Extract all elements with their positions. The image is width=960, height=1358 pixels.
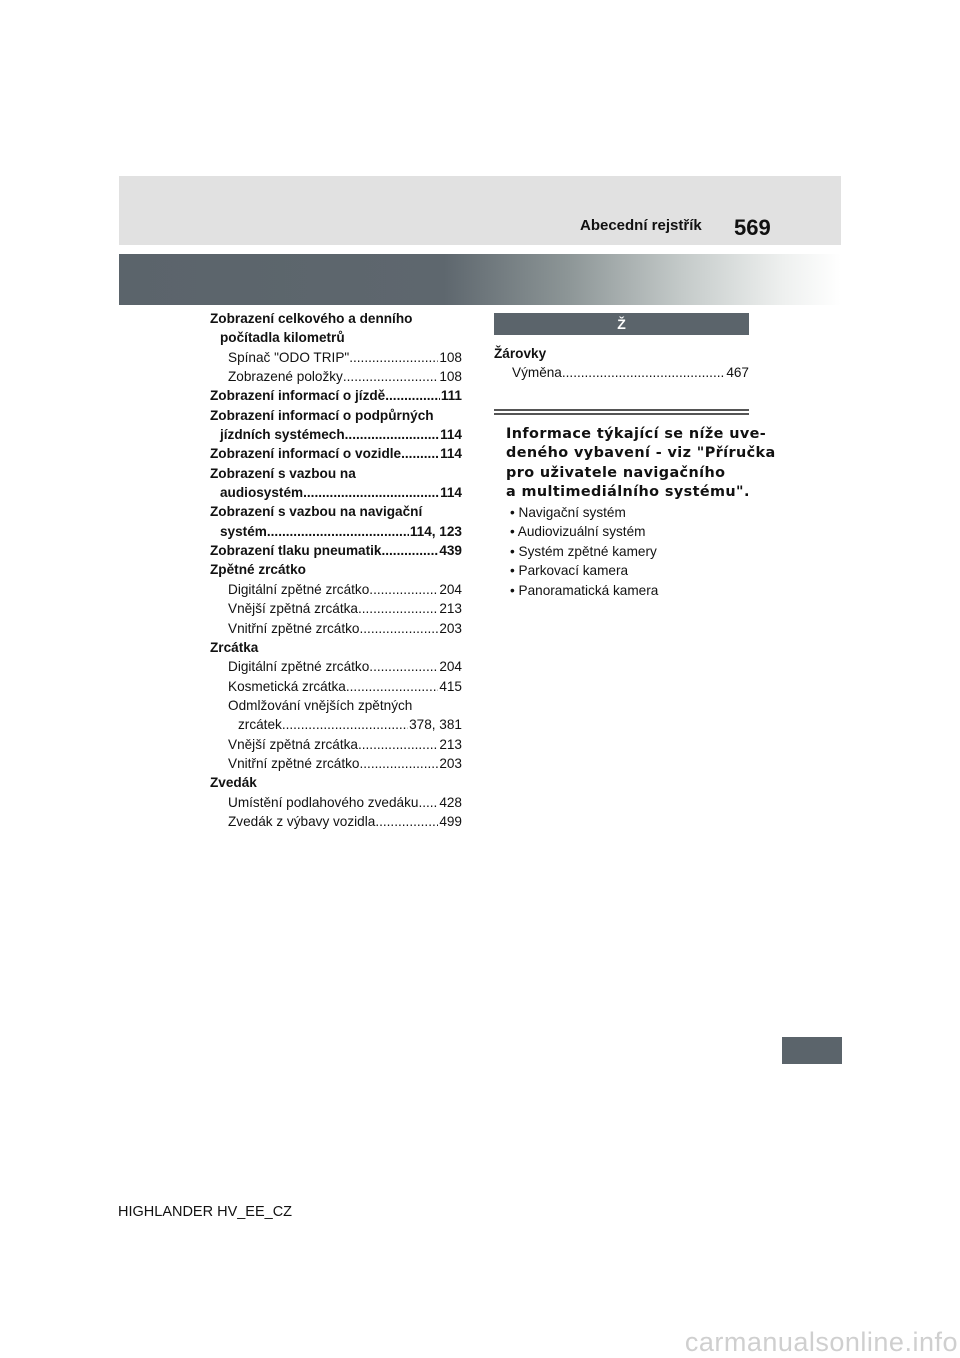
leader-dots [401,444,439,463]
leader-dots [343,367,438,386]
entry-page: 108 [439,349,462,365]
entry-text: Odmlžování vnějších zpětných [228,697,413,713]
index-column-right [494,313,776,600]
index-entry [210,406,462,425]
entry-text: Digitální zpětné zrcátko [228,581,370,597]
index-entry [210,599,462,618]
index-entry [210,309,462,328]
entry-page: 203 [439,755,462,771]
leader-dots [359,619,438,638]
leader-dots [303,483,439,502]
page-number: 569 [734,215,771,240]
entry-page: 114 [440,427,462,443]
note-title-line: deného vybavení - viz "Příručka [506,445,776,462]
index-column-left [210,309,462,831]
entry-text: Spínač "ODO TRIP" [228,349,350,365]
entry-page: 203 [439,620,462,636]
leader-dots [346,677,438,696]
index-entry [494,344,749,363]
leader-dots [369,657,438,676]
entry-text: Zobrazení tlaku pneumatik [210,543,382,559]
index-entry [210,657,462,676]
index-entry [210,696,462,715]
entry-text: Žárovky [494,346,547,361]
entry-text: zrcátek [238,717,282,733]
entry-text: Zobrazení celkového a denního [210,311,413,326]
entry-text: Zobrazení s vazbou na [210,465,356,481]
entry-text: Vnější zpětná zrcátka [228,736,358,752]
note-item: • Parkovací kamera [510,563,629,579]
entry-page: 213 [439,601,462,617]
entry-page: 213 [439,736,462,752]
entry-page: 439 [439,543,462,559]
entry-text: Zvedák z výbavy vozidla [228,813,376,829]
entry-page: 204 [439,659,462,675]
note-item: • Panoramatická kamera [510,582,659,598]
divider [494,409,749,415]
note-title-line: pro uživatele navigačního [506,464,726,481]
leader-dots [381,541,438,560]
watermark: carmanualsonline.info [684,1327,958,1357]
entry-text: Zobrazení s vazbou na navigační [210,504,423,520]
entry-text: Zobrazení informací o podpůrných [210,407,434,423]
index-entry [210,773,462,792]
entry-text: Zobrazené položky [228,369,343,385]
entry-text: Zobrazení informací o jízdě [210,388,386,404]
entry-text: Výměna [512,365,562,381]
leader-dots [375,812,438,831]
index-entry [210,367,462,386]
entry-text: Kosmetická zrcátka [228,678,346,694]
leader-dots [358,735,438,754]
entry-text: Vnitřní zpětné zrcátko [228,620,360,636]
index-entry [210,348,462,367]
note-title-line: a multimediálního systému". [506,484,750,501]
entry-page: 428 [439,794,462,810]
entry-page: 108 [439,369,462,385]
leader-dots [369,580,438,599]
index-entry [210,541,462,560]
entry-text: Zobrazení informací o vozidle [210,446,402,462]
index-entry [210,483,462,502]
note-box [494,425,776,601]
entry-text: Zpětné zrcátko [210,562,306,578]
leader-dots [562,363,725,382]
index-entry [210,638,462,657]
entry-text: Umístění podlahového zvedáku [228,794,419,810]
note-item: • Navigační systém [510,504,626,520]
index-entry [210,619,462,638]
entry-text: Zrcátka [210,639,259,655]
leader-dots [418,793,438,812]
index-entry [210,580,462,599]
entry-text: počítadla kilometrů [220,330,345,346]
entry-text: jízdních systémech [220,427,345,443]
index-entry [210,386,462,405]
gradient-bar [119,254,841,305]
entry-text: Vnitřní zpětné zrcátko [228,755,360,771]
entry-text: Digitální zpětné zrcátko [228,659,370,675]
leader-dots [349,348,438,367]
index-entry [210,328,462,347]
entry-page: 415 [439,678,462,694]
index-entry [210,444,462,463]
index-entry [210,522,462,541]
entry-page: 111 [440,388,462,404]
leader-dots [358,599,438,618]
index-entry [210,793,462,812]
index-entry [210,464,462,483]
entry-text: Vnější zpětná zrcátka [228,601,358,617]
index-entry [210,502,462,521]
side-tab [782,1037,842,1064]
note-title [506,425,776,503]
entry-page: 467 [726,365,749,381]
index-entry [210,715,462,734]
leader-dots [385,386,440,405]
entry-text: audiosystém [220,485,304,501]
note-item: • Systém zpětné kamery [510,543,657,559]
leader-dots [282,715,408,734]
header-band [119,176,841,245]
entry-page: 204 [439,581,462,597]
leader-dots [345,425,439,444]
letter-header: Ž [494,313,749,335]
index-entry [210,812,462,831]
entry-page: 499 [439,813,462,829]
entry-text: Zvedák [210,775,257,791]
note-items [506,503,749,601]
section-title: Abecední rejstřík [580,217,702,234]
right-index-list [494,344,749,383]
leader-dots [359,754,438,773]
index-entry [210,735,462,754]
index-entry [210,754,462,773]
index-entry [494,363,749,382]
index-entry [210,560,462,579]
index-entry [210,425,462,444]
note-title-line: Informace týkající se níže uve- [506,425,767,442]
footer-model: HIGHLANDER HV_EE_CZ [118,1204,293,1220]
index-entry [210,677,462,696]
entry-text: systém [220,523,267,539]
note-item: • Audiovizuální systém [510,524,646,540]
entry-page: 114 [440,446,462,462]
leader-dots [267,522,409,541]
entry-page: 114 [440,485,462,501]
entry-page: 114, 123 [409,523,462,539]
entry-page: 378, 381 [409,717,462,733]
